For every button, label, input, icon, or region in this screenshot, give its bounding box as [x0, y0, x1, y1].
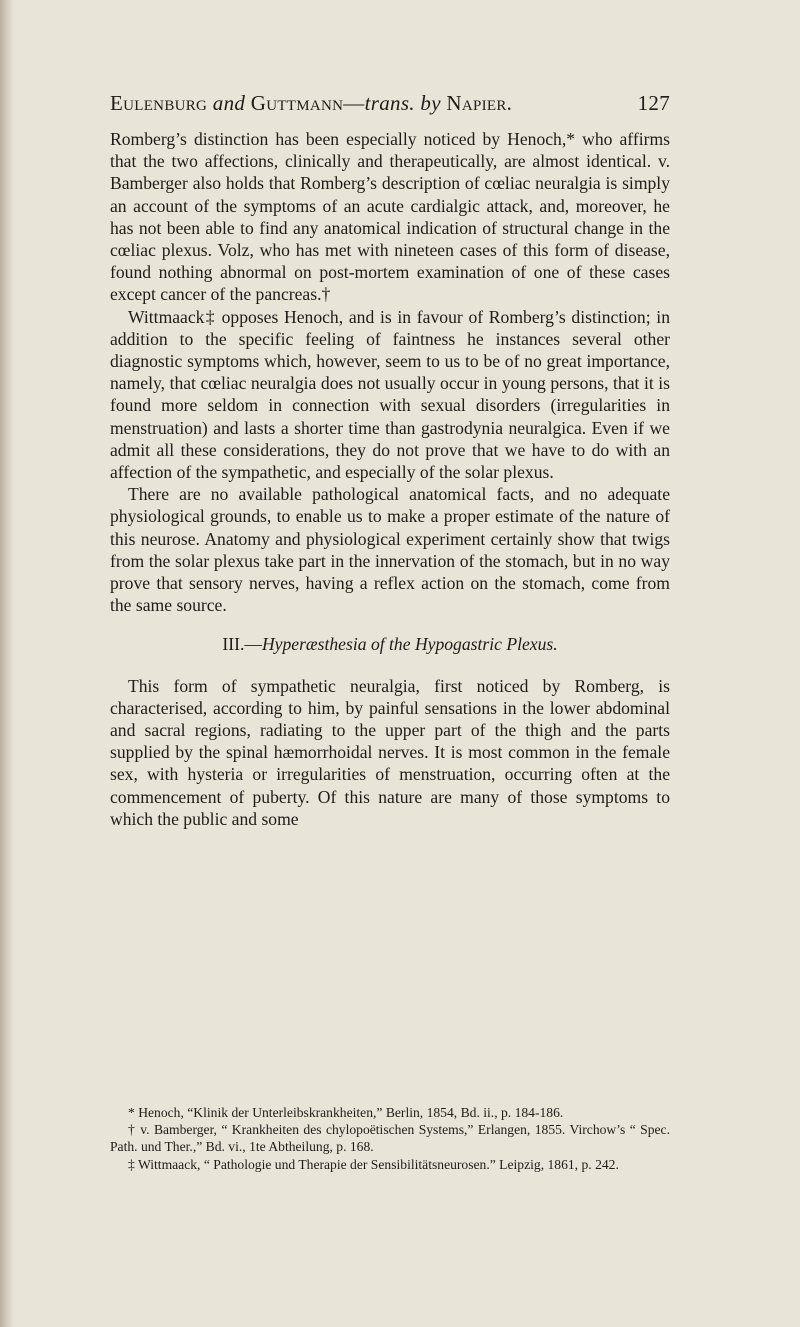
- section-number: III.—: [222, 634, 262, 655]
- header-dash: —: [343, 91, 365, 115]
- page-number: 127: [637, 91, 670, 115]
- footnote-wittmaack: ‡ Wittmaack, “ Pathologie und Therapie der Sensibilitätsneurosen.” Leipzig, 1861, p. 242.: [128, 1156, 619, 1172]
- body-text: [110, 128, 670, 830]
- author-guttmann: Guttmann: [250, 91, 344, 115]
- footnote-henoch: * Henoch, “Klinik der Unterleibskrankheiten,” Berlin, 1854, Bd. ii., p. 184-186.: [128, 1105, 564, 1120]
- footnotes: [110, 1104, 670, 1173]
- and-word: and: [212, 91, 246, 115]
- section-title-rest: Hypogastric Plexus.: [414, 634, 558, 655]
- translator-napier: Napier.: [446, 91, 513, 115]
- footnote-bamberger: † v. Bamberger, “ Krankheiten des chylopoëtischen Systems,” Erlangen, 1855. Virchow’s “ Spec. Path. und Ther.,” Bd. vi., 1te Abtheilung, p. 168.: [110, 1122, 670, 1155]
- paragraph-romberg: Romberg’s distinction has been especially noticed by Henoch,* who affirms that the two affections, clinically and therapeutically, are almost identical. v. Bamberger also holds that Romberg’s description of cœliac neuralgia is simply an account of the symptoms of an acute cardialgic attack, and, moreover, he has not been able to find any anatomical indication of structural change in the cœliac plexus. Volz, who has met with nineteen cases of this form of disease, found nothing abnormal on post-mortem examination of one of these cases except cancer of the pancreas.†: [110, 129, 670, 305]
- section-the: the: [389, 634, 411, 655]
- paragraph-pathology: There are no available pathological anatomical facts, and no adequate physiological grounds, to enable us to make a proper estimate of the nature of this neurose. Anatomy and physiological experiment certainly show that twigs from the solar plexus take part in the innervation of the stomach, but in no way prove that sensory nerves, having a reflex action on the stomach, come from the same source.: [110, 484, 670, 616]
- trans-by: trans. by: [364, 91, 441, 115]
- section-heading: [110, 633, 670, 655]
- running-header: [110, 91, 670, 115]
- section-of: of: [370, 634, 385, 655]
- binding-shadow: [0, 0, 14, 1327]
- author-eulenburg: Eulenburg: [110, 91, 208, 115]
- paragraph-hypogastric: This form of sympathetic neuralgia, first noticed by Romberg, is characterised, according to him, by painful sensations in the lower abdominal and sacral regions, radiating to the upper part of the thigh and the parts supplied by the spinal hæmorrhoidal nerves. It is most common in the female sex, with hysteria or irregularities of menstruation, occurring often at the commencement of puberty. Of this nature are many of those symptoms to which the public and some: [110, 675, 670, 829]
- paragraph-wittmaack: Wittmaack‡ opposes Henoch, and is in favour of Romberg’s distinction; in addition to the specific feeling of faintness he instances several other diagnostic symptoms which, however, seem to us to be of no great importance, namely, that cœliac neuralgia does not usually occur in young persons, that it is found more seldom in connection with sexual disorders (irregularities in menstruation) and lasts a shorter time than gastrodynia neuralgica. Even if we admit all these considerations, they do not prove that we have to do with an affection of the sympathetic, and especially of the solar plexus.: [110, 306, 670, 483]
- running-title: [110, 91, 512, 116]
- section-title-word: Hyperæsthesia: [261, 634, 367, 655]
